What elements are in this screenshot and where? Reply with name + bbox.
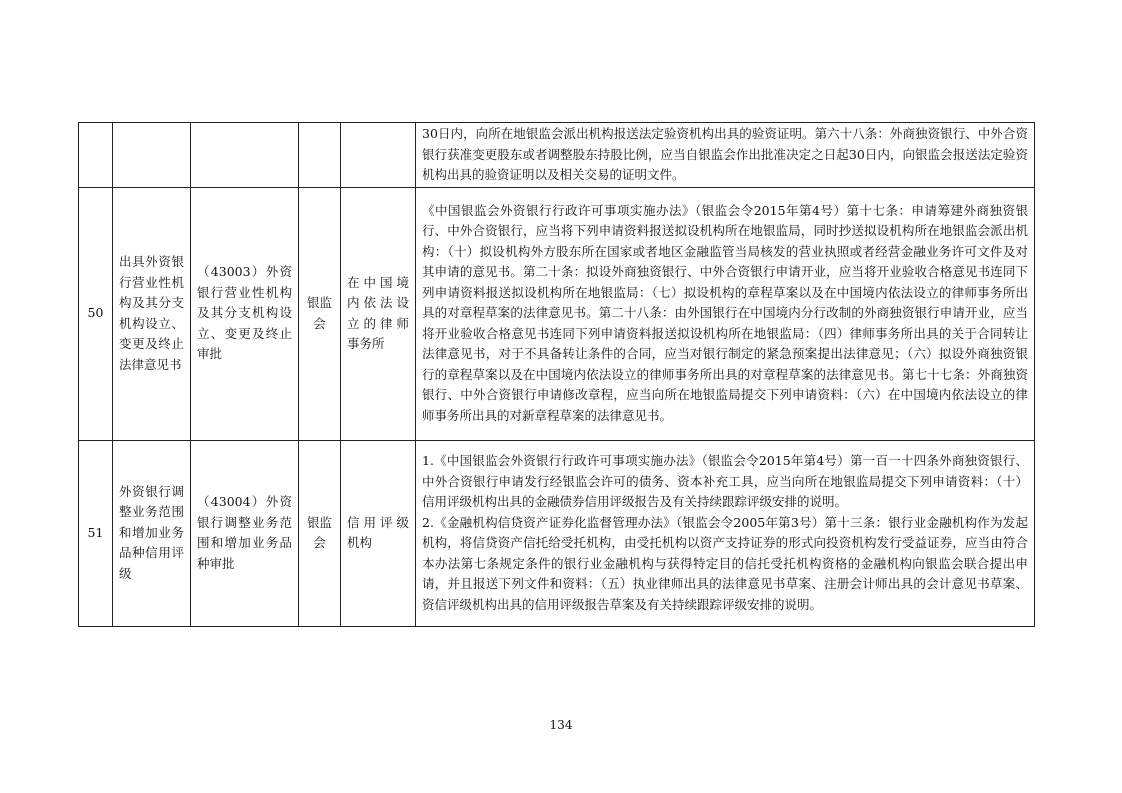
approval-item: （43004）外资银行调整业务范围和增加业务品种审批 xyxy=(191,440,299,626)
table-row xyxy=(79,123,1035,188)
legal-basis-paragraph: 30日内，向所在地银监会派出机构报送法定验资机构出具的验资证明。第六十八条：外商独资银行、中外合资银行获准变更股东或者调整股东持股比例，应当自银监会作出批准决定之日起30日内，向银监会报送法定验资机构出具的验资证明以及相关交易的证明文件。 xyxy=(422,126,1028,182)
table-row xyxy=(79,440,1035,626)
department xyxy=(299,123,341,188)
licensing-table xyxy=(78,122,1035,627)
legal-basis xyxy=(416,187,1035,440)
approval-item: （43003）外资银行营业性机构及其分支机构设立、变更及终止审批 xyxy=(191,187,299,440)
service-item: 外资银行调整业务范围和增加业务品种信用评级 xyxy=(113,440,191,626)
service-agency xyxy=(341,123,416,188)
department: 银监会 xyxy=(299,187,341,440)
department: 银监会 xyxy=(299,440,341,626)
service-item: 出具外资银行营业性机构及其分支机构设立、变更及终止法律意见书 xyxy=(113,187,191,440)
service-agency: 在中国境内依法设立的律师事务所 xyxy=(341,187,416,440)
row-number xyxy=(79,123,113,188)
row-number: 51 xyxy=(79,440,113,626)
legal-basis-paragraph: 2.《金融机构信贷资产证券化监督管理办法》（银监会令2005年第3号）第十三条：银行业金融机构作为发起机构，将信贷资产信托给受托机构，由受托机构以资产支持证券的形式向投资机构发行受益证券，应当由符合本办法第七条规定条件的银行业金融机构与获得特定目的信托受托机构资格的金融机构向银监会联合提出申请，并且报送下列文件和资料：（五）执业律师出具的法律意见书草案、注册会计师出具的会计意见书草案、资信评级机构出具的信用评级报告草案及有关持续跟踪评级安排的说明。 xyxy=(422,514,1028,612)
service-item xyxy=(113,123,191,188)
table-row xyxy=(79,187,1035,440)
legal-basis xyxy=(416,123,1035,188)
row-number: 50 xyxy=(79,187,113,440)
page-number: 134 xyxy=(549,718,573,732)
approval-item xyxy=(191,123,299,188)
legal-basis xyxy=(416,440,1035,626)
legal-basis-paragraph: 1.《中国银监会外资银行行政许可事项实施办法》（银监会令2015年第4号）第一百一十四条外商独资银行、中外合资银行申请发行经银监会许可的债务、资本补充工具，应当向所在地银监局提交下列申请资料：（十）信用评级机构出具的金融债券信用评级报告及有关持续跟踪评级安排的说明。 xyxy=(422,453,1028,509)
service-agency: 信用评级机构 xyxy=(341,440,416,626)
legal-basis-paragraph: 《中国银监会外资银行行政许可事项实施办法》（银监会令2015年第4号）第十七条：申请筹建外商独资银行、中外合资银行，应当将下列申请资料报送拟设机构所在地银监局，同时抄送拟设机构所在地银监会派出机构：（十）拟设机构外方股东所在国家或者地区金融监管当局核发的营业执照或者经营金融业务许可文件及对其申请的意见书。第二十条：拟设外商独资银行、中外合资银行申请开业，应当将开业验收合格意见书连同下列申请资料报送拟设机构所在地银监局：（七）拟设机构的章程草案以及在中国境内依法设立的律师事务所出具的对章程草案的法律意见书。第二十八条：由外国银行在中国境内分行改制的外商独资银行申请开业，应当将开业验收合格意见书连同下列申请资料报送拟设机构所在地银监局：（四）律师事务所出具的关于合同转让法律意见书，对于不具备转让条件的合同，应当对银行制定的紧急预案提出法律意见；（六）拟设外商独资银行的章程草案以及在中国境内依法设立的律师事务所出具的对章程草案的法律意见书。第七十七条：外商独资银行、中外合资银行申请修改章程，应当向所在地银监局提交下列申请资料：（六）在中国境内依法设立的律师事务所出具的对新章程草案的法律意见书。 xyxy=(422,202,1028,423)
